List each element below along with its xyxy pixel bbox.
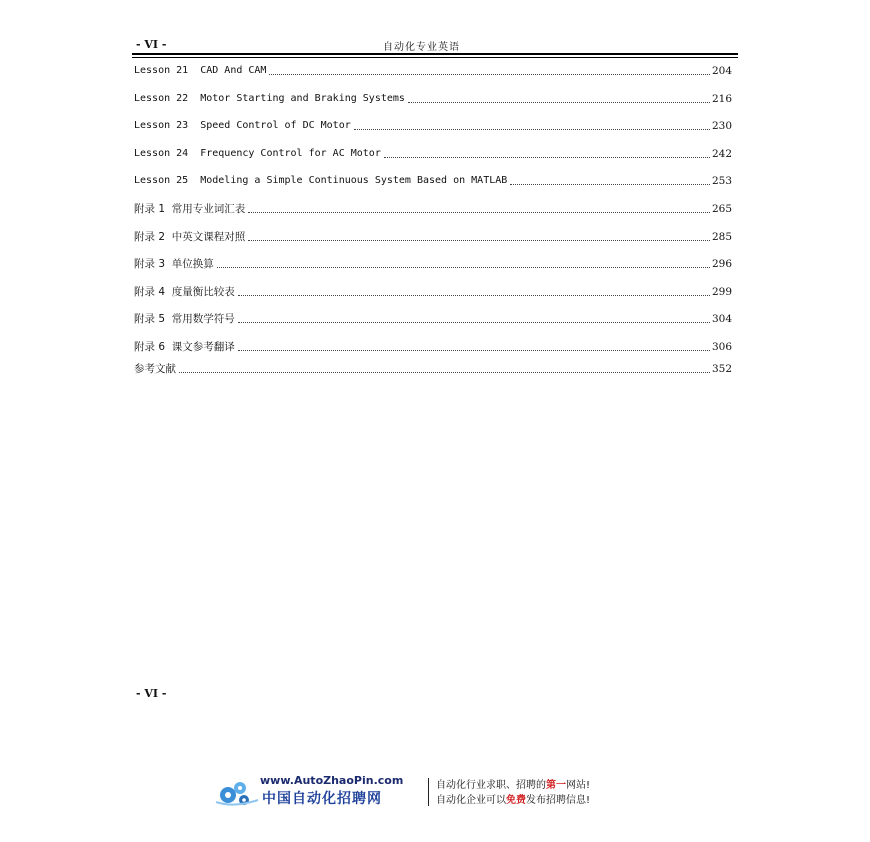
toc-leader-dots <box>510 183 710 185</box>
toc-entry-page: 352 <box>711 363 732 375</box>
toc-leader-dots <box>179 371 710 373</box>
toc-entry-page: 242 <box>711 148 732 160</box>
toc-entry-title: Lesson 24 Frequency Control for AC Motor <box>134 148 381 159</box>
slogan-1-tail: 网站! <box>566 780 591 791</box>
toc-entry-page: 204 <box>711 65 732 77</box>
header-page-number: - VI - <box>136 38 167 51</box>
slogan-2-text: 自动化企业可以 <box>436 795 506 806</box>
toc-entry-title: 附录 1 常用专业词汇表 <box>134 203 246 215</box>
toc-leader-dots <box>217 266 710 268</box>
toc-leader-dots <box>238 294 710 296</box>
header-rule-thin <box>132 57 738 58</box>
toc-entry-title: Lesson 22 Motor Starting and Braking Systems <box>134 93 405 104</box>
toc-entry-page: 306 <box>711 341 732 353</box>
toc-entry-title: 附录 3 单位换算 <box>134 258 214 270</box>
toc-leader-dots <box>269 73 710 75</box>
slogan-2-tail: 发布招聘信息! <box>526 795 591 806</box>
toc-entry-title: 参考文献 <box>134 363 176 375</box>
header-book-title: 自动化专业英语 <box>383 42 460 53</box>
toc-entry[interactable] <box>134 310 732 326</box>
toc-entry[interactable] <box>134 117 732 133</box>
toc-entry[interactable] <box>134 90 732 106</box>
footer-page-number: - VI - <box>136 687 167 700</box>
header-rule-thick <box>132 53 738 55</box>
toc-entry-title: Lesson 25 Modeling a Simple Continuous System Based on MATLAB <box>134 175 508 186</box>
toc-leader-dots <box>238 321 710 323</box>
toc-entry-title: Lesson 21 CAD And CAM <box>134 65 267 76</box>
toc-entry-page: 296 <box>711 258 732 270</box>
toc-leader-dots <box>408 101 710 103</box>
toc-entry[interactable] <box>134 172 732 188</box>
gear-logo-icon <box>214 778 262 806</box>
toc-entry-title: Lesson 23 Speed Control of DC Motor <box>134 120 351 131</box>
toc-entry-title: 附录 6 课文参考翻译 <box>134 341 235 353</box>
toc-entry-page: 299 <box>711 286 732 298</box>
toc-entry-title: 附录 5 常用数学符号 <box>134 313 235 325</box>
toc-entry-page: 253 <box>711 175 732 187</box>
toc-entry-page: 285 <box>711 231 732 243</box>
toc-entry[interactable] <box>134 255 732 271</box>
toc-entry-title: 附录 4 度量衡比较表 <box>134 286 235 298</box>
slogan-1-text: 自动化行业求职、招聘的 <box>436 780 546 791</box>
toc-leader-dots <box>248 211 710 213</box>
toc-entry[interactable] <box>134 62 732 78</box>
toc-entry-page: 230 <box>711 120 732 132</box>
advert-banner[interactable] <box>214 772 664 808</box>
banner-slogan-2 <box>436 791 590 806</box>
toc-leader-dots <box>248 239 710 241</box>
slogan-2-highlight: 免费 <box>506 795 526 806</box>
banner-slogan-1 <box>436 776 590 791</box>
toc-entry[interactable] <box>134 228 732 244</box>
banner-site-name: 中国自动化招聘网 <box>262 791 382 807</box>
toc-entry-page: 304 <box>711 313 732 325</box>
toc-entry-page: 216 <box>711 93 732 105</box>
toc-entry-page: 265 <box>711 203 732 215</box>
toc-entry[interactable] <box>134 200 732 216</box>
banner-url[interactable]: www.AutoZhaoPin.com <box>260 774 404 787</box>
toc-leader-dots <box>238 349 710 351</box>
toc-leader-dots <box>384 156 710 158</box>
toc-entry[interactable] <box>134 283 732 299</box>
slogan-1-highlight: 第一 <box>546 780 566 791</box>
toc-entry[interactable] <box>134 145 732 161</box>
toc-entry[interactable] <box>134 338 732 354</box>
banner-divider <box>428 778 429 806</box>
toc-entry[interactable] <box>134 360 732 376</box>
toc-entry-title: 附录 2 中英文课程对照 <box>134 231 246 243</box>
toc-leader-dots <box>354 128 710 130</box>
